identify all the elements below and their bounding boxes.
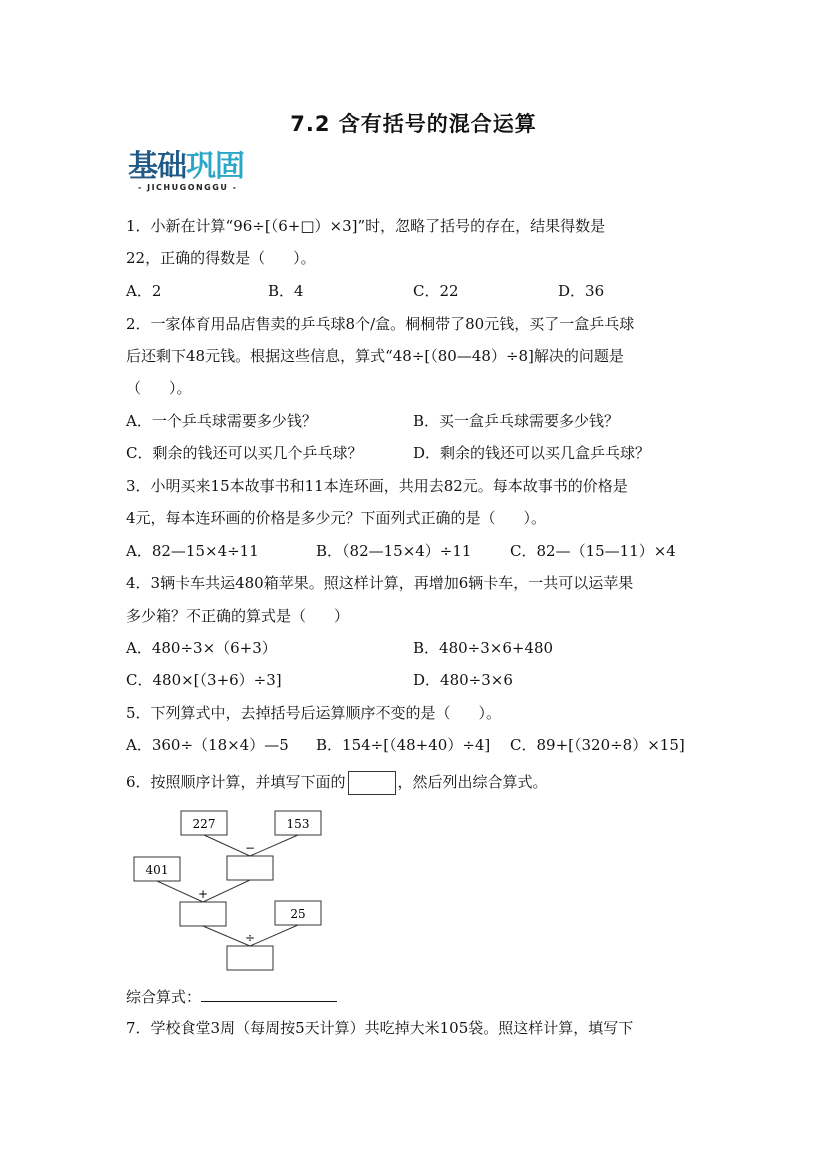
diagram-number-401: 401 xyxy=(145,863,169,877)
q3-option-c: C．82—（15—11）×4 xyxy=(510,542,676,560)
q5-option-a: A．360÷（18×4）—5 xyxy=(126,736,289,754)
section-logo xyxy=(128,150,274,192)
q2-line3a: （ xyxy=(126,379,142,397)
q3-line2 xyxy=(126,508,546,528)
q4-option-b: B．480÷3×6+480 xyxy=(413,639,554,657)
q5-option-c: C．89+[（320÷8）×15] xyxy=(510,736,685,754)
blank-box-icon xyxy=(348,771,396,795)
q6-line1a: 6．按照顺序计算，并填写下面的 xyxy=(126,773,346,791)
diagram-number-25: 25 xyxy=(290,907,306,921)
q2-line2: 后还剩下48元钱。根据这些信息，算式“48÷[（80—48）÷8]解决的问题是 xyxy=(126,347,624,365)
logo-text xyxy=(128,150,244,184)
q4-line1: 4．3辆卡车共运480箱苹果。照这样计算，再增加6辆卡车，一共可以运苹果 xyxy=(126,574,634,592)
minus-operator: − xyxy=(244,841,256,855)
diagram-number-227: 227 xyxy=(192,817,216,831)
logo-text-part2: 巩固 xyxy=(186,149,244,184)
q6-combined-line xyxy=(126,987,337,1007)
q7-line1: 7．学校食堂3周（每周按5天计算）共吃掉大米105袋。照这样计算，填写下 xyxy=(126,1019,634,1037)
q1-line2a: 22，正确的得数是（ xyxy=(126,249,266,267)
q2-line3 xyxy=(126,378,192,398)
q4-line2a: 多少箱？不正确的算式是（ xyxy=(126,607,307,625)
combined-label: 综合算式： xyxy=(126,988,202,1006)
q2-line1: 2．一家体育用品店售卖的乒乓球8个/盒。桐桐带了80元钱，买了一盒乒乓球 xyxy=(126,315,635,333)
q1-option-a: A．2 xyxy=(126,282,162,300)
calculation-flow-diagram xyxy=(120,800,340,980)
q1-option-c: C．22 xyxy=(413,282,459,300)
result-box-3[interactable] xyxy=(227,946,273,970)
q6-line1 xyxy=(126,771,548,795)
page-title: 7.2 含有括号的混合运算 xyxy=(290,112,537,136)
result-box-2[interactable] xyxy=(180,902,226,926)
q5-line1 xyxy=(126,703,501,723)
q1-line2 xyxy=(126,248,316,268)
q2-option-b: B．买一盒乒乓球需要多少钱？ xyxy=(413,412,620,430)
q2-option-d: D．剩余的钱还可以买几盒乒乓球？ xyxy=(413,444,651,462)
divide-operator: ÷ xyxy=(244,931,256,945)
q1-option-d: D．36 xyxy=(558,282,605,300)
q3-line1: 3．小明买来15本故事书和11本连环画，共用去82元。每本故事书的价格是 xyxy=(126,477,628,495)
q2-line3b: ）。 xyxy=(169,379,192,397)
q1-line1: 1．小新在计算“96÷[（6+□）×3]”时，忽略了括号的存在，结果得数是 xyxy=(126,217,606,235)
logo-text-part1: 基础 xyxy=(128,149,186,184)
plus-operator: + xyxy=(197,887,209,901)
q5-option-b: B．154÷[（48+40）÷4] xyxy=(316,736,491,754)
result-box-1[interactable] xyxy=(227,856,273,880)
q4-option-d: D．480÷3×6 xyxy=(413,671,513,689)
q2-option-a: A．一个乒乓球需要多少钱？ xyxy=(126,412,317,430)
q3-option-b: B．（82—15×4）÷11 xyxy=(316,542,472,560)
q3-option-a: A．82—15×4÷11 xyxy=(126,542,259,560)
diagram-number-153: 153 xyxy=(286,817,310,831)
combined-answer-blank[interactable] xyxy=(201,987,337,1002)
q4-line2 xyxy=(126,606,349,626)
q3-line2b: ）。 xyxy=(523,509,547,527)
q4-line2b: ） xyxy=(334,607,350,625)
q4-option-a: A．480÷3×（6+3） xyxy=(126,639,277,657)
q3-line2a: 4元，每本连环画的价格是多少元？下面列式正确的是（ xyxy=(126,509,496,527)
q6-line1b: ，然后列出综合算式。 xyxy=(397,773,548,791)
q2-option-c: C．剩余的钱还可以买几个乒乓球？ xyxy=(126,444,363,462)
q5-line1a: 5．下列算式中，去掉括号后运算顺序不变的是（ xyxy=(126,704,451,722)
q4-option-c: C．480×[（3+6）÷3] xyxy=(126,671,282,689)
q5-line1b: ）。 xyxy=(478,704,502,722)
logo-subtitle: - JICHUGONGGU - xyxy=(138,183,238,192)
q1-option-b: B．4 xyxy=(268,282,304,300)
q1-line2b: ）。 xyxy=(293,249,316,267)
